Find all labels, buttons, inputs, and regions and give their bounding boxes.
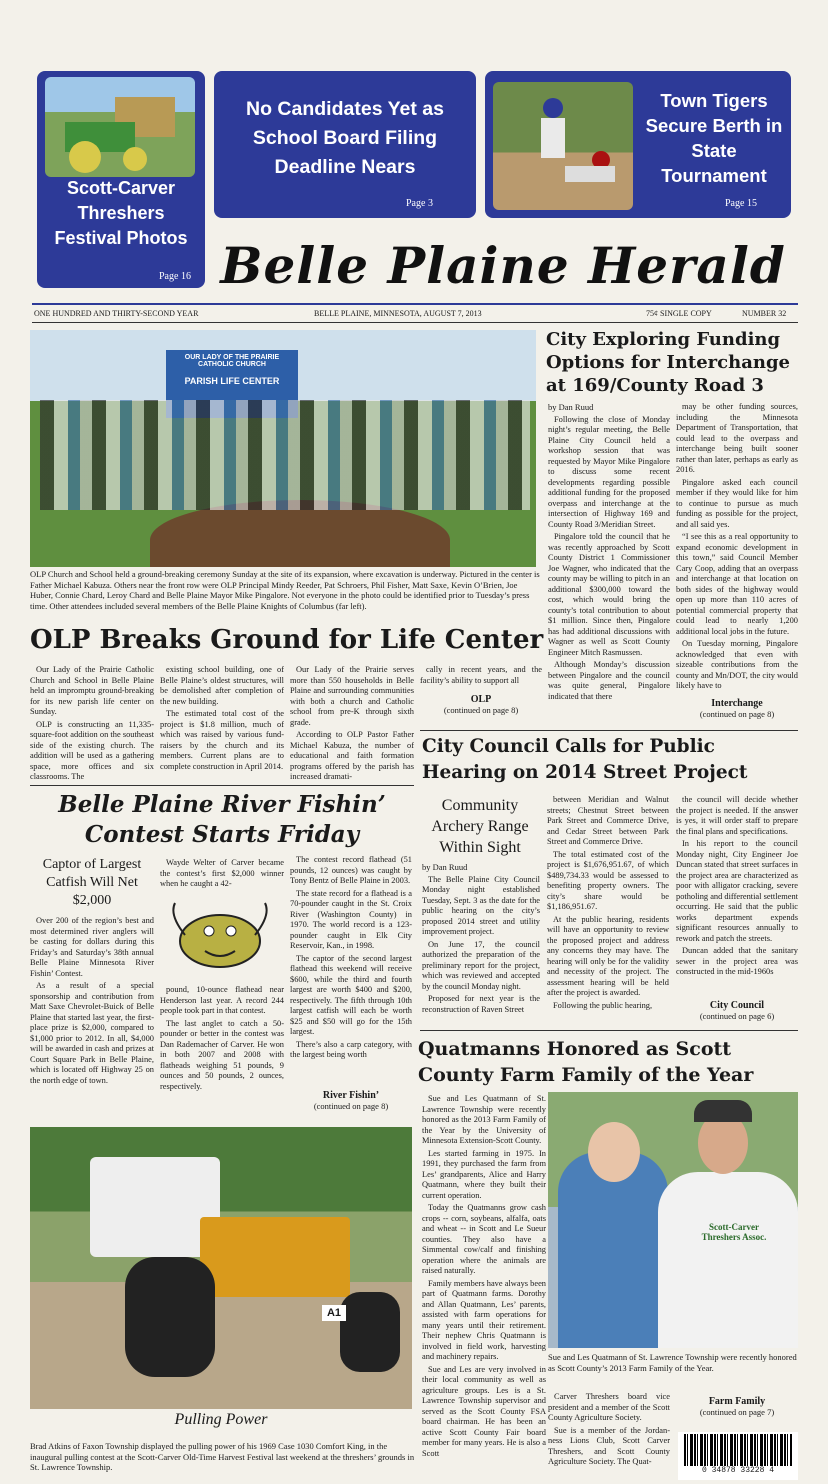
baseball-photo — [493, 82, 633, 210]
sue-face — [588, 1122, 640, 1182]
barcode-bars — [684, 1434, 792, 1466]
hearing-col-1-p1: The Belle Plaine City Council Monday night established Tuesday, Sept. 3 as the date for the public hearing on the city’s proposed 2014 street and utility improvement project. — [422, 874, 540, 937]
olp-col-3-p1: Our Lady of the Prairie serves more than 550 households in Belle Plaine and surrounding communities with both a church and Catholic school from pre-K through sixth grade. — [290, 665, 414, 727]
olp-jump-label: OLP — [470, 694, 492, 705]
farm-col-1-p5: Sue and Les are very involved in their local community as well as agriculture groups. Les is a St. Lawrence Township supervisor and served as the Scott County FSA board chairman. He has been an active Scott County Fair board member for many years. He is also a Scott — [422, 1364, 546, 1458]
promo-tigers[interactable] — [485, 71, 791, 218]
tractor-wheel-small — [340, 1292, 400, 1372]
promo-threshers[interactable] — [37, 71, 205, 288]
farm-col-1-p1: Sue and Les Quatmann of St. Lawrence Township were recently honored as the 2013 Farm Family of the Year by the University of Minnesota Extension-Scott County. — [422, 1094, 546, 1145]
fishing-col-3-p4: There’s also a carp category, with the largest being worth — [290, 1039, 412, 1059]
tractor-plate: A1 — [322, 1305, 346, 1321]
fishing-jump-label: River Fishin’ — [322, 1090, 380, 1101]
tractor-wheel-large — [125, 1257, 215, 1377]
masthead-infobar — [34, 307, 798, 321]
hearing-col-1-p3: Proposed for next year is the reconstruction of Raven Street — [422, 994, 540, 1014]
interchange-headline: City Exploring Funding Options for Interchange at 169/County Road 3 — [546, 329, 791, 396]
dateline: BELLE PLAINE, MINNESOTA, AUGUST 7, 2013 — [314, 309, 482, 318]
masthead-title: Belle Plaine Herald — [220, 236, 786, 295]
interchange-byline: by Dan Ruud — [548, 402, 594, 412]
fishing-col-1-p2: As a result of a special sponsorship and contribution from Matt Saxe Chevrolet-Buick of Belle Plaine that started last year, the first-place prize is $2,000, compared to $1,000 prior to 2012. In all, $4,000 will be awarded in cash and prizes at Court Square Park in Belle Plaine, which is located off Highway 25 on the north edge of town. — [30, 981, 154, 1085]
quatmann-photo — [548, 1092, 798, 1348]
hearing-col-1 — [422, 862, 540, 1022]
fishing-col-3-p2: The state record for a flathead is a 70-pounder caught in the St. Croix River (Washington County) in 1970. The world record is a 123-pounder caught in Elk City Reservoir, Kan., in 1998. — [290, 888, 412, 950]
crowd — [40, 400, 530, 510]
hearing-col-2-p4: Following the public hearing, — [553, 1000, 653, 1010]
fishing-col-2b — [160, 985, 284, 1115]
hearing-jump[interactable] — [676, 1000, 798, 1021]
volume-line: ONE HUNDRED AND THIRTY-SECOND YEAR — [34, 309, 199, 318]
farm-jump[interactable] — [676, 1396, 798, 1417]
olp-col-3-p2: According to OLP Pastor Father Michael Kabuza, the number of educational and faith formation programs offered by the parish has increased dramati- — [290, 730, 414, 781]
catfish-icon — [165, 895, 275, 983]
olp-jump-note: (continued on page 8) — [443, 705, 519, 715]
issue-number: NUMBER 32 — [742, 309, 787, 318]
fishing-col-2 — [160, 858, 284, 888]
hearing-col-2 — [547, 795, 669, 1025]
hearing-col-1-p2: On June 17, the council authorized the preparation of the preliminary report for the project, which was reviewed and accepted by the council Monday night. — [422, 939, 540, 991]
olp-col-2-p2: The estimated total cost of the project is $1.8 million, much of which was raised by various fund-raisers by the church and its members. Current plans are to complete construction in April 2014. — [160, 709, 284, 771]
promo-tigers-title: Town Tigers Secure Berth in State Tournament — [645, 90, 783, 186]
price: 75¢ SINGLE COPY — [646, 309, 712, 318]
pulling-photo — [30, 1127, 412, 1409]
fishing-col-3-p3: The captor of the second largest flathead this weekend will receive $600, while the third and fourth largest are worth $400 and $200, respectively. The fifth through 10th largest catfish will each be worth $25 and $50 will go for the 15th largest. — [290, 953, 412, 1036]
hearing-col-3-p2: In his report to the council Monday night, City Engineer Joe Duncan stated that street surfaces in the project area are characterized as poor with alligator cracking, severe potholing and differential settlement occurring. He said that the public works department expends significant resources annually to rework and patch the streets. — [676, 839, 798, 943]
interchange-col-2-p1: may be other funding sources, including the Minnesota Department of Transportation, that could lead to the overpass and interchange being built sooner rather than later, perhaps as early as 2016. — [676, 402, 798, 474]
olp-headline: OLP Breaks Ground for Life Center — [30, 625, 544, 655]
fishing-headline-line-1: Belle Plaine River Fishin’ — [58, 791, 386, 818]
fishing-col-1 — [30, 916, 154, 1116]
farm-photo-caption: Sue and Les Quatmann of St. Lawrence Township were recently honored as Scott County’s 2013 Farm Family of the Year. — [548, 1352, 797, 1373]
olp-col-1-p2: OLP is constructing an 11,335-square-foot addition on the southeast side of the existing church. The addition will be used as a gathering space, more offices and six classrooms. The — [30, 719, 154, 781]
olp-col-2-p1: existing school building, one of Belle Plaine’s oldest structures, will be demolished after completion of the new building. — [160, 665, 284, 706]
pulling-headline: Pulling Power — [174, 1411, 268, 1428]
farm-col-1-p2: Les started farming in 1975. In 1991, they purchased the farm from Les’ grandparents, Alice and Harry Quatmann, where they built their current operation. — [422, 1148, 546, 1200]
promo-school-board[interactable] — [214, 71, 476, 218]
interchange-col-1 — [548, 402, 670, 727]
interchange-jump-note: (continued on page 8) — [699, 709, 775, 719]
promo-tigers-page: Page 15 — [725, 198, 757, 209]
masthead-rule-top — [32, 303, 798, 305]
promo-threshers-title: Scott-Carver Threshers Festival Photos — [54, 178, 188, 248]
interchange-col-2-p4: On Tuesday morning, Pingalore acknowledged that even with sizeable contributions from the county and Mn/DOT, the city would likely have to — [676, 639, 798, 690]
farm-headline: Quatmanns Honored as Scott County Farm Family of the Year — [418, 1038, 754, 1086]
les-figure — [658, 1172, 798, 1348]
hearing-headline: City Council Calls for Public Hearing on 2014 Street Project — [422, 736, 748, 783]
olp-col-2 — [160, 665, 284, 781]
hearing-col-2-p1: between Meridian and Walnut streets; Chestnut Street between Park Street and Commerce Drive, and Cedar Street between Park Street and Commerce Drive. — [547, 795, 669, 846]
interchange-col-1-p2: Pingalore told the council that he was recently approached by Scott County District 1 Commissioner Joe Wagner, who indicated that the county may be willing to pitch in an additional $300,000 toward the cost, which would bring the county’s total contribution to about $1 million. Since then, Pingalore has had additional discussions with Wagner as well as Scott County Engineer Mitch Rasmussen. — [548, 532, 670, 657]
pulling-caption: Brad Atkins of Faxon Township displayed the pulling power of his 1969 Case 1030 Comfort King, in the inaugural pulling contest at the Scott-Carver Old-Time Harvest Festival last weekend at the threshers’ grounds in St. Lawrence Township. — [30, 1441, 415, 1473]
fishing-headline — [30, 790, 414, 850]
tractor-photo — [45, 77, 195, 177]
sign-line-3: PARISH LIFE CENTER — [184, 376, 280, 386]
interchange-col-2 — [676, 402, 798, 697]
olp-jump[interactable] — [420, 694, 542, 715]
dirt-pile — [150, 500, 450, 567]
sign-line-1: OUR LADY OF THE PRAIRIE — [184, 354, 280, 361]
olp-col-1 — [30, 665, 154, 781]
interchange-col-1-p3: Although Monday’s discussion between Pingalore and the council was quite general, Pingalore indicated that there — [548, 660, 670, 701]
fishing-jump-note: (continued on page 8) — [313, 1101, 389, 1111]
tractor-body — [200, 1217, 350, 1297]
hearing-jump-note: (continued on page 6) — [699, 1011, 775, 1021]
fishing-col-1-p1: Over 200 of the region’s best and most determined river anglers will be casting for dollars during this Friday’s and Saturday’s 38th annual Belle Plaine Minnesota River Fishin’ Contest. — [30, 916, 154, 978]
barcode-digits: 0 34878 33228 4 — [701, 1466, 774, 1475]
sign-line-2: CATHOLIC CHURCH — [198, 361, 266, 368]
fishing-jump[interactable] — [290, 1090, 412, 1111]
hearing-col-3-p3: Duncan added that the sanitary sewer in the project area was constructed in the mid-1960s — [676, 946, 798, 976]
interchange-jump[interactable] — [676, 698, 798, 719]
farm-col-2-p1: Carver Threshers board vice president and a member of the Scott County Agriculture Society. — [548, 1392, 670, 1422]
promo-school-board-title: No Candidates Yet as School Board Filing Deadline Nears — [246, 98, 444, 178]
hearing-col-3 — [676, 795, 798, 997]
farm-col-1-p4: Family members have always been part of Quatmann farms. Dorothy and Allan Quatmann, Les’ parents, assisted with farm operations for many years until their retirement. Their nephew Chris Quatmann is involved in field work, harvesting and machinery repairs. — [422, 1278, 546, 1361]
fishing-col-3-p1: The contest record flathead (51 pounds, 12 ounces) was caught by Tony Bentz of Belle Plaine in 2003. — [290, 855, 412, 885]
baseball-player-icon — [493, 82, 633, 210]
promo-threshers-page: Page 16 — [159, 271, 191, 282]
fishing-col-3 — [290, 855, 412, 1085]
divider-olp-bottom — [30, 785, 414, 786]
hearing-jump-label: City Council — [709, 1000, 765, 1011]
promo-school-board-page: Page 3 — [406, 198, 433, 209]
farm-col-2-p2: Sue is a member of the Jordan-ness Lions Club, Scott Carver Threshers, and Scott County Agriculture Society. The Quat- — [548, 1425, 670, 1466]
les-cap — [694, 1100, 752, 1122]
interchange-col-2-p3: “I see this as a real opportunity to expand economic development in this town,” said Council Member Cary Coop, adding that an overpass and interchange at that location on both sides of the highway would open up more than 110 acres of potential commercial property that could lead to nearly 1,200 additional local jobs in the future. — [676, 532, 798, 636]
farm-col-1 — [422, 1094, 546, 1478]
interchange-col-1-p1: Following the close of Monday night’s regular meeting, the Belle Plaine City Council held a workshop session that was requested by Mayor Mike Pingalore to discuss some recent developments regarding possible additional funding for the proposed overpass and interchange at the intersection of Highway 169 and County Road 3/Meridian Street. — [548, 414, 670, 529]
divider-farm-top — [420, 1030, 798, 1031]
fishing-col-2-p1: Wayde Welter of Carver became the contest’s first $2,000 winner when he caught a 42- — [160, 858, 284, 888]
hearing-col-3-p1: the council will decide whether the project is needed. If the answer is yes, it will order staff to prepare the final plans and specifications. — [676, 795, 798, 836]
interchange-jump-label: Interchange — [711, 698, 763, 709]
divider-hearing-top — [420, 730, 798, 731]
olp-col-1-p1: Our Lady of the Prairie Catholic Church and School in Belle Plaine held an impromptu ground-breaking for its new parish life center on Sunday. — [30, 665, 154, 716]
olp-col-4-p1: cally in recent years, and the facility’s ability to support all — [420, 665, 542, 685]
barcode — [678, 1432, 798, 1480]
olp-groundbreaking-photo — [30, 330, 536, 567]
farm-col-1-p3: Today the Quatmanns grow cash crops -- corn, soybeans, alfalfa, oats and wheat -- in Scott and Le Sueur counties. They also have a Simmental cow/calf and finishing operation where the animals are raised naturally. — [422, 1203, 546, 1275]
hearing-col-2-p2: The total estimated cost of the project is $1,676,951.67, of which $489,734.33 would be assessed to benefiting property owners. The city’s share would be $1,186,951.67. — [547, 849, 669, 911]
hearing-byline: by Dan Ruud — [422, 862, 468, 872]
farm-jump-note: (continued on page 7) — [699, 1407, 775, 1417]
farm-col-2 — [548, 1392, 670, 1478]
shirt-logo: Scott-Carver Threshers Assoc. — [701, 1222, 767, 1242]
fishing-col-2-p2: pound, 10-ounce flathead near Henderson last year. A record 244 people took part in that contest. — [160, 985, 284, 1015]
hearing-col-2-p3: At the public hearing, residents will have an opportunity to review the proposed project and address any concerns they may have. The hearing will only be for the validity and necessity of the project. The assessment hearing will be held after the project is awarded. — [547, 914, 669, 997]
fishing-col-2-p3: The last anglet to catch a 50-pounder or better in the contest was Dan Rademacher of Carver. He won in both 2007 and 2008 with flatheads weighing 51 pounds, 9 ounces and 50 pounds, 2 ounces, respectively. — [160, 1018, 284, 1091]
fishing-headline-line-2: Contest Starts Friday — [84, 821, 360, 848]
masthead-rule-bottom — [32, 322, 798, 323]
farm-jump-label: Farm Family — [708, 1396, 766, 1407]
archery-subhead: Community Archery Range Within Sight — [431, 797, 529, 856]
fishing-subhead: Captor of Largest Catfish Will Net $2,000 — [42, 857, 142, 908]
olp-photo-caption: OLP Church and School held a ground-breaking ceremony Sunday at the site of its expansion, where excavation is underway. Pictured in the center is Father Michael Kabuza. Others near the front row were OLP Principal Mindy Reeder, Pat Schroers, Phil Fisher, Matt Saxe, Kevin O’Brien, Joe Huber, Connie Chard, Leroy Chard and Belle Plaine Mayor Mike Pingalore. Not everyone in the photo could be identified prior to Tuesday’s press time. Other attendees included several members of the Belle Plaine Knights of Columbus (far left). — [30, 569, 540, 611]
tractor-icon — [45, 77, 195, 177]
olp-col-4 — [420, 665, 542, 695]
interchange-col-2-p2: Pingalore asked each council member if they would like for him to continue to pursue as much funding as possible for the project, and all said yes. — [676, 477, 798, 529]
olp-col-3 — [290, 665, 414, 781]
